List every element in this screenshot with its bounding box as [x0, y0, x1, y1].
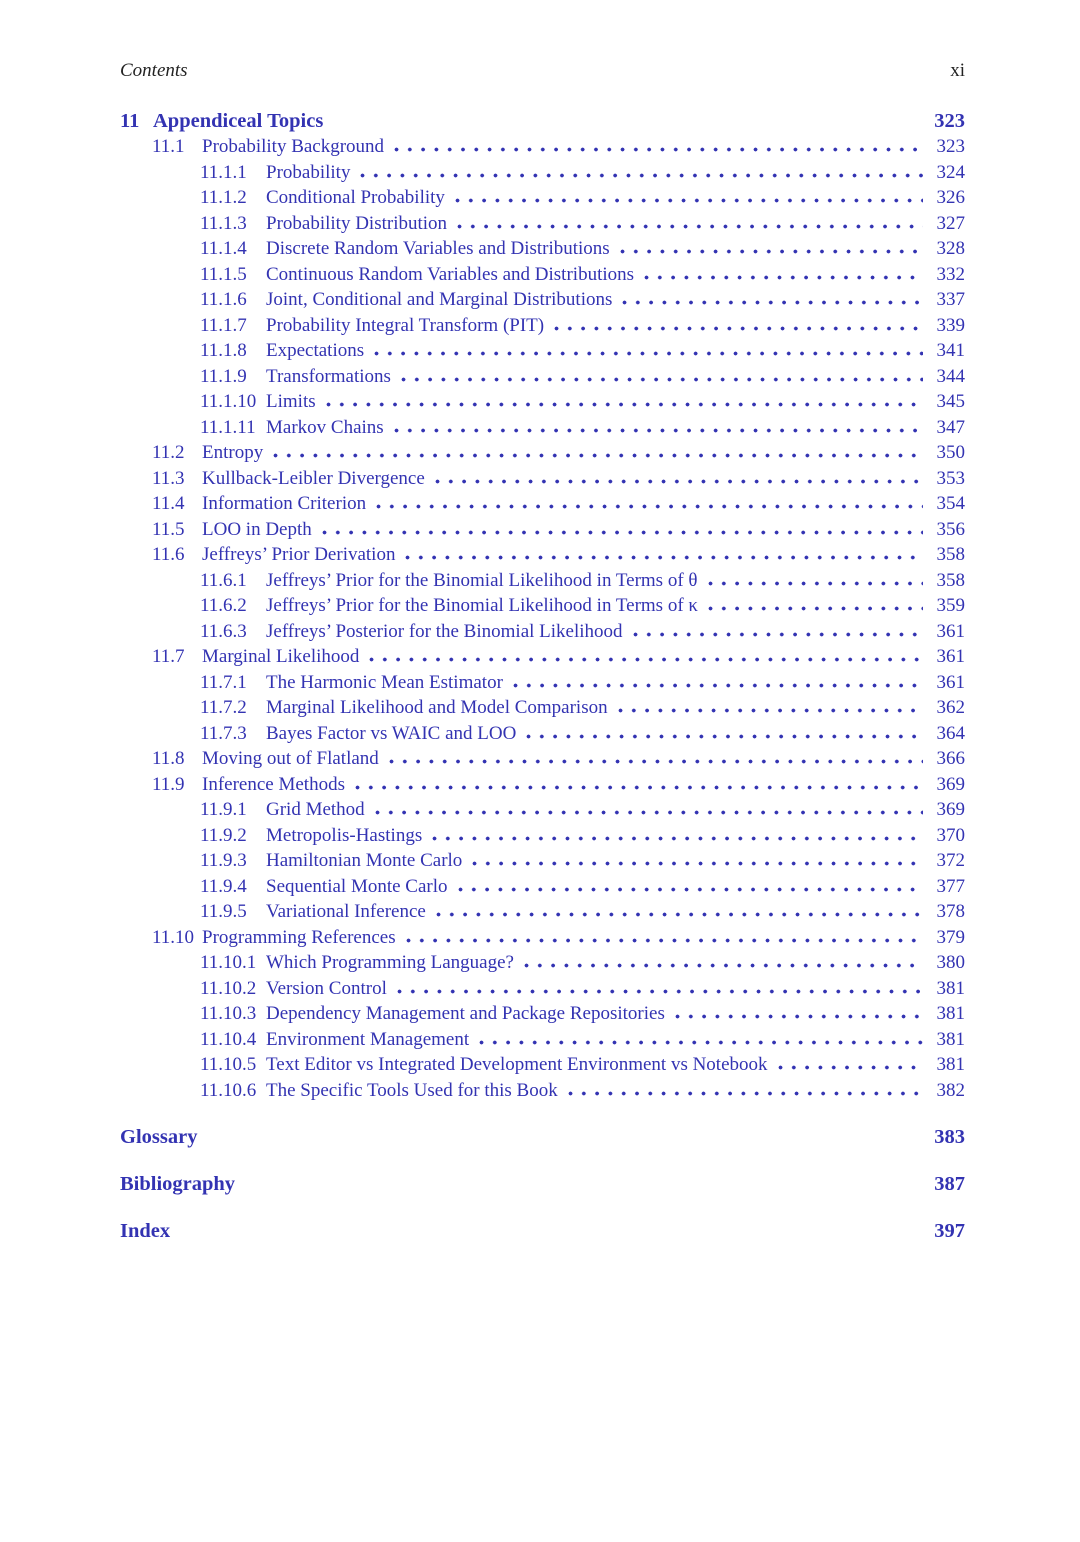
- toc-entry-page: 323: [936, 136, 965, 157]
- toc-entry-number: 11.1.7: [200, 314, 247, 336]
- leader-dots: [392, 428, 923, 433]
- toc-entry-page: 381: [936, 1028, 965, 1050]
- toc-entry-page: 353: [936, 467, 965, 489]
- toc-entry-title: Transformations: [266, 365, 391, 387]
- toc-entry-title: LOO in Depth: [202, 518, 312, 540]
- toc-entry-row[interactable]: [120, 644, 965, 670]
- leader-dots: [433, 479, 923, 484]
- toc-entry-title: Environment Management: [266, 1028, 470, 1050]
- leader-dots: [324, 402, 923, 407]
- toc-entry-number: 11.9.1: [200, 799, 247, 820]
- toc-entry-number: 11.10.3: [200, 1003, 257, 1024]
- toc-entry-page: 361: [936, 671, 965, 693]
- toc-entry-row[interactable]: [120, 950, 965, 976]
- leader-dots: [430, 836, 922, 841]
- leader-dots: [374, 504, 922, 509]
- leader-dots: [642, 275, 922, 280]
- table-of-contents: [120, 108, 965, 1244]
- toc-entry-title: Which Programming Language?: [266, 952, 514, 973]
- toc-entries: [120, 134, 965, 1103]
- leader-dots: [455, 224, 922, 229]
- toc-entry-title: Entropy: [202, 442, 264, 463]
- toc-entry-row[interactable]: [120, 466, 965, 492]
- toc-entry-number: 11.9: [152, 773, 185, 795]
- chapter-number: 11: [120, 110, 140, 132]
- toc-entry-number: 11.6.3: [200, 620, 247, 642]
- toc-entry-title: Text Editor vs Integrated Development Environment vs Notebook: [266, 1054, 768, 1075]
- toc-entry-page: 326: [936, 187, 965, 208]
- toc-entry-row[interactable]: [120, 899, 965, 925]
- toc-entry-row[interactable]: [120, 874, 965, 900]
- toc-entry-row[interactable]: [120, 772, 965, 798]
- toc-entry-row[interactable]: [120, 670, 965, 696]
- toc-entry-page: 380: [936, 952, 965, 973]
- toc-entry-title: Markov Chains: [266, 416, 384, 438]
- toc-entry-row[interactable]: [120, 797, 965, 823]
- toc-entry-title: Jeffreys’ Prior for the Binomial Likelihood in Terms of κ: [266, 595, 698, 616]
- toc-entry-number: 11.10.4: [200, 1028, 257, 1050]
- toc-entry-number: 11.10.1: [200, 952, 257, 973]
- toc-entry-row[interactable]: [120, 517, 965, 543]
- toc-entry-title: Conditional Probability: [266, 187, 445, 208]
- toc-entry-title: Sequential Monte Carlo: [266, 875, 448, 897]
- toc-entry-page: 358: [936, 544, 965, 565]
- toc-entry-row[interactable]: [120, 364, 965, 390]
- leader-dots: [399, 377, 923, 382]
- toc-entry-number: 11.9.3: [200, 850, 247, 871]
- toc-entry-title: Dependency Management and Package Repositories: [266, 1003, 665, 1024]
- toc-entry-page: 356: [936, 518, 965, 540]
- toc-entry-page: 350: [936, 442, 965, 463]
- leader-dots: [456, 887, 923, 892]
- chapter-page: 323: [934, 110, 965, 132]
- leader-dots: [776, 1065, 923, 1070]
- toc-entry-page: 358: [936, 569, 965, 591]
- toc-entry-title: Jeffreys’ Prior for the Binomial Likelihood in Terms of θ: [266, 569, 698, 591]
- toc-entry-title: Variational Inference: [266, 901, 426, 922]
- toc-entry-title: Probability Distribution: [266, 212, 448, 234]
- toc-entry-number: 11.10.2: [200, 977, 257, 999]
- toc-entry-page: 361: [936, 620, 965, 642]
- toc-entry-title: Inference Methods: [202, 773, 345, 795]
- toc-entry-page: 339: [936, 314, 965, 336]
- toc-entry-page: 366: [936, 748, 965, 769]
- toc-entry-page: 361: [936, 646, 965, 667]
- toc-entry-row[interactable]: [120, 389, 965, 415]
- toc-entry-row[interactable]: [120, 593, 965, 619]
- backmatter-page: 387: [934, 1173, 965, 1195]
- toc-entry-title: Jeffreys’ Posterior for the Binomial Likelihood: [266, 620, 623, 642]
- toc-entry-row[interactable]: [120, 1052, 965, 1078]
- toc-entry-title: Hamiltonian Monte Carlo: [266, 850, 463, 871]
- toc-entry-row[interactable]: [120, 1027, 965, 1053]
- toc-entry-number: 11.7.3: [200, 722, 247, 744]
- leader-dots: [373, 810, 923, 815]
- backmatter-title: Glossary: [120, 1126, 198, 1148]
- toc-entry-number: 11.7.2: [200, 697, 247, 718]
- toc-entry-row[interactable]: [120, 160, 965, 186]
- toc-entry-page: 337: [936, 289, 965, 310]
- toc-entry-page: 378: [936, 901, 965, 922]
- toc-entry-row[interactable]: [120, 338, 965, 364]
- toc-entry-title: Expectations: [266, 340, 365, 361]
- toc-entry-number: 11.1.3: [200, 212, 247, 234]
- toc-entry-row[interactable]: [120, 823, 965, 849]
- toc-entry-page: 381: [936, 977, 965, 999]
- toc-entry-page: 345: [936, 391, 965, 412]
- toc-entry-number: 11.6: [152, 544, 185, 565]
- toc-entry-title: Grid Method: [266, 799, 365, 820]
- leader-dots: [552, 326, 922, 331]
- toc-entry-row[interactable]: [120, 848, 965, 874]
- leader-dots: [524, 734, 922, 739]
- toc-entry-number: 11.1.1: [200, 161, 247, 183]
- leader-dots: [358, 173, 922, 178]
- toc-entry-title: Limits: [266, 391, 316, 412]
- toc-entry-number: 11.2: [152, 442, 185, 463]
- toc-entry-number: 11.4: [152, 493, 185, 514]
- leader-dots: [395, 989, 923, 994]
- toc-entry-row[interactable]: [120, 542, 965, 568]
- leader-dots: [673, 1014, 923, 1019]
- toc-backmatter-row[interactable]: [120, 1171, 965, 1197]
- leader-dots: [353, 785, 923, 790]
- toc-entry-page: 364: [936, 722, 965, 744]
- toc-entry-row[interactable]: [120, 491, 965, 517]
- leader-dots: [403, 555, 922, 560]
- backmatter-page: 397: [934, 1220, 965, 1242]
- toc-entry-row[interactable]: [120, 695, 965, 721]
- folio-page-number: xi: [950, 60, 965, 81]
- toc-entry-number: 11.8: [152, 748, 185, 769]
- toc-entry-number: 11.1.10: [200, 391, 257, 412]
- toc-entry-title: Kullback-Leibler Divergence: [202, 467, 425, 489]
- toc-entry-title: Joint, Conditional and Marginal Distributions: [266, 289, 613, 310]
- toc-entry-page: 362: [936, 697, 965, 718]
- leader-dots: [706, 581, 923, 586]
- toc-entry-row[interactable]: [120, 236, 965, 262]
- toc-entry-page: 370: [936, 824, 965, 846]
- leader-dots: [387, 759, 923, 764]
- leader-dots: [470, 861, 922, 866]
- toc-backmatter-row[interactable]: [120, 1218, 965, 1244]
- toc-entry-number: 11.3: [152, 467, 185, 489]
- toc-entry-row[interactable]: [120, 185, 965, 211]
- leader-dots: [620, 300, 922, 305]
- toc-entry-number: 11.1: [152, 136, 185, 157]
- backmatter-title: Bibliography: [120, 1173, 236, 1195]
- toc-entry-row[interactable]: [120, 721, 965, 747]
- toc-entry-title: Version Control: [266, 977, 387, 999]
- leader-dots: [616, 708, 923, 713]
- toc-entry-number: 11.6.2: [200, 595, 247, 616]
- toc-entry-number: 11.6.1: [200, 569, 247, 591]
- toc-entry-page: 381: [936, 1054, 965, 1075]
- toc-entry-page: 324: [936, 161, 965, 183]
- toc-entry-row[interactable]: [120, 287, 965, 313]
- toc-entry-page: 328: [936, 238, 965, 259]
- toc-entry-page: 332: [936, 263, 965, 285]
- toc-entry-title: Marginal Likelihood and Model Comparison: [266, 697, 608, 718]
- toc-entry-page: 327: [936, 212, 965, 234]
- toc-entry-title: The Harmonic Mean Estimator: [266, 671, 503, 693]
- toc-entry-number: 11.9.2: [200, 824, 247, 846]
- toc-entry-page: 347: [936, 416, 965, 438]
- toc-entry-row[interactable]: [120, 568, 965, 594]
- toc-entry-title: Probability Background: [202, 136, 385, 157]
- toc-entry-row[interactable]: [120, 262, 965, 288]
- leader-dots: [392, 147, 922, 152]
- toc-entry-row[interactable]: [120, 211, 965, 237]
- toc-entry-page: 369: [936, 799, 965, 820]
- toc-entry-number: 11.1.9: [200, 365, 247, 387]
- leader-dots: [453, 198, 923, 203]
- toc-backmatter-row[interactable]: [120, 1124, 965, 1150]
- toc-entry-title: Bayes Factor vs WAIC and LOO: [266, 722, 517, 744]
- toc-entry-title: Continuous Random Variables and Distributions: [266, 263, 635, 285]
- toc-entry-title: Metropolis-Hastings: [266, 824, 423, 846]
- toc-entry-page: 377: [936, 875, 965, 897]
- toc-entry-title: Jeffreys’ Prior Derivation: [202, 544, 396, 565]
- toc-entry-number: 11.7.1: [200, 671, 247, 693]
- toc-entry-number: 11.9.5: [200, 901, 247, 922]
- toc-entry-number: 11.10.5: [200, 1054, 257, 1075]
- toc-entry-number: 11.10: [152, 926, 195, 948]
- toc-entry-title: The Specific Tools Used for this Book: [266, 1079, 558, 1101]
- toc-entry-title: Discrete Random Variables and Distributions: [266, 238, 610, 259]
- toc-entry-number: 11.1.4: [200, 238, 247, 259]
- toc-entry-title: Information Criterion: [202, 493, 367, 514]
- toc-entry-number: 11.10.6: [200, 1079, 257, 1101]
- toc-entry-page: 344: [936, 365, 965, 387]
- leader-dots: [434, 912, 923, 917]
- toc-entry-page: 359: [936, 595, 965, 616]
- running-head-title: Contents: [120, 60, 188, 81]
- toc-entry-number: 11.1.6: [200, 289, 247, 310]
- toc-entry-number: 11.7: [152, 646, 185, 667]
- leader-dots: [271, 453, 922, 458]
- toc-entry-page: 341: [936, 340, 965, 361]
- toc-entry-row[interactable]: [120, 313, 965, 339]
- toc-entry-page: 354: [936, 493, 965, 514]
- leader-dots: [631, 632, 923, 637]
- toc-entry-number: 11.1.8: [200, 340, 247, 361]
- toc-entry-row[interactable]: [120, 1001, 965, 1027]
- toc-backmatter: [120, 1124, 965, 1244]
- toc-entry-title: Programming References: [202, 926, 396, 948]
- toc-chapter-row[interactable]: [120, 108, 965, 134]
- leader-dots: [404, 938, 923, 943]
- leader-dots: [706, 606, 923, 611]
- toc-entry-title: Moving out of Flatland: [202, 748, 379, 769]
- leader-dots: [522, 963, 923, 968]
- leader-dots: [477, 1040, 922, 1045]
- toc-entry-row[interactable]: [120, 415, 965, 441]
- toc-entry-page: 379: [936, 926, 965, 948]
- toc-entry-page: 382: [936, 1079, 965, 1101]
- toc-entry-number: 11.1.11: [200, 416, 256, 438]
- toc-entry-page: 372: [936, 850, 965, 871]
- leader-dots: [618, 249, 923, 254]
- toc-entry-page: 381: [936, 1003, 965, 1024]
- page-header: [120, 60, 965, 82]
- toc-entry-title: Probability: [266, 161, 351, 183]
- backmatter-title: Index: [120, 1220, 171, 1242]
- toc-entry-row[interactable]: [120, 976, 965, 1002]
- toc-entry-row[interactable]: [120, 1078, 965, 1104]
- toc-entry-number: 11.9.4: [200, 875, 247, 897]
- leader-dots: [566, 1091, 923, 1096]
- toc-entry-row[interactable]: [120, 619, 965, 645]
- toc-entry-row[interactable]: [120, 925, 965, 951]
- toc-entry-title: Marginal Likelihood: [202, 646, 360, 667]
- toc-entry-number: 11.5: [152, 518, 185, 540]
- leader-dots: [372, 351, 922, 356]
- backmatter-page: 383: [934, 1126, 965, 1148]
- toc-entry-number: 11.1.2: [200, 187, 247, 208]
- toc-entry-title: Probability Integral Transform (PIT): [266, 314, 545, 336]
- chapter-title: Appendiceal Topics: [153, 110, 324, 132]
- toc-entry-page: 369: [936, 773, 965, 795]
- toc-entry-row[interactable]: [120, 746, 965, 772]
- leader-dots: [320, 530, 923, 535]
- leader-dots: [367, 657, 922, 662]
- leader-dots: [511, 683, 923, 688]
- toc-entry-row[interactable]: [120, 440, 965, 466]
- toc-entry-row[interactable]: [120, 134, 965, 160]
- toc-entry-number: 11.1.5: [200, 263, 247, 285]
